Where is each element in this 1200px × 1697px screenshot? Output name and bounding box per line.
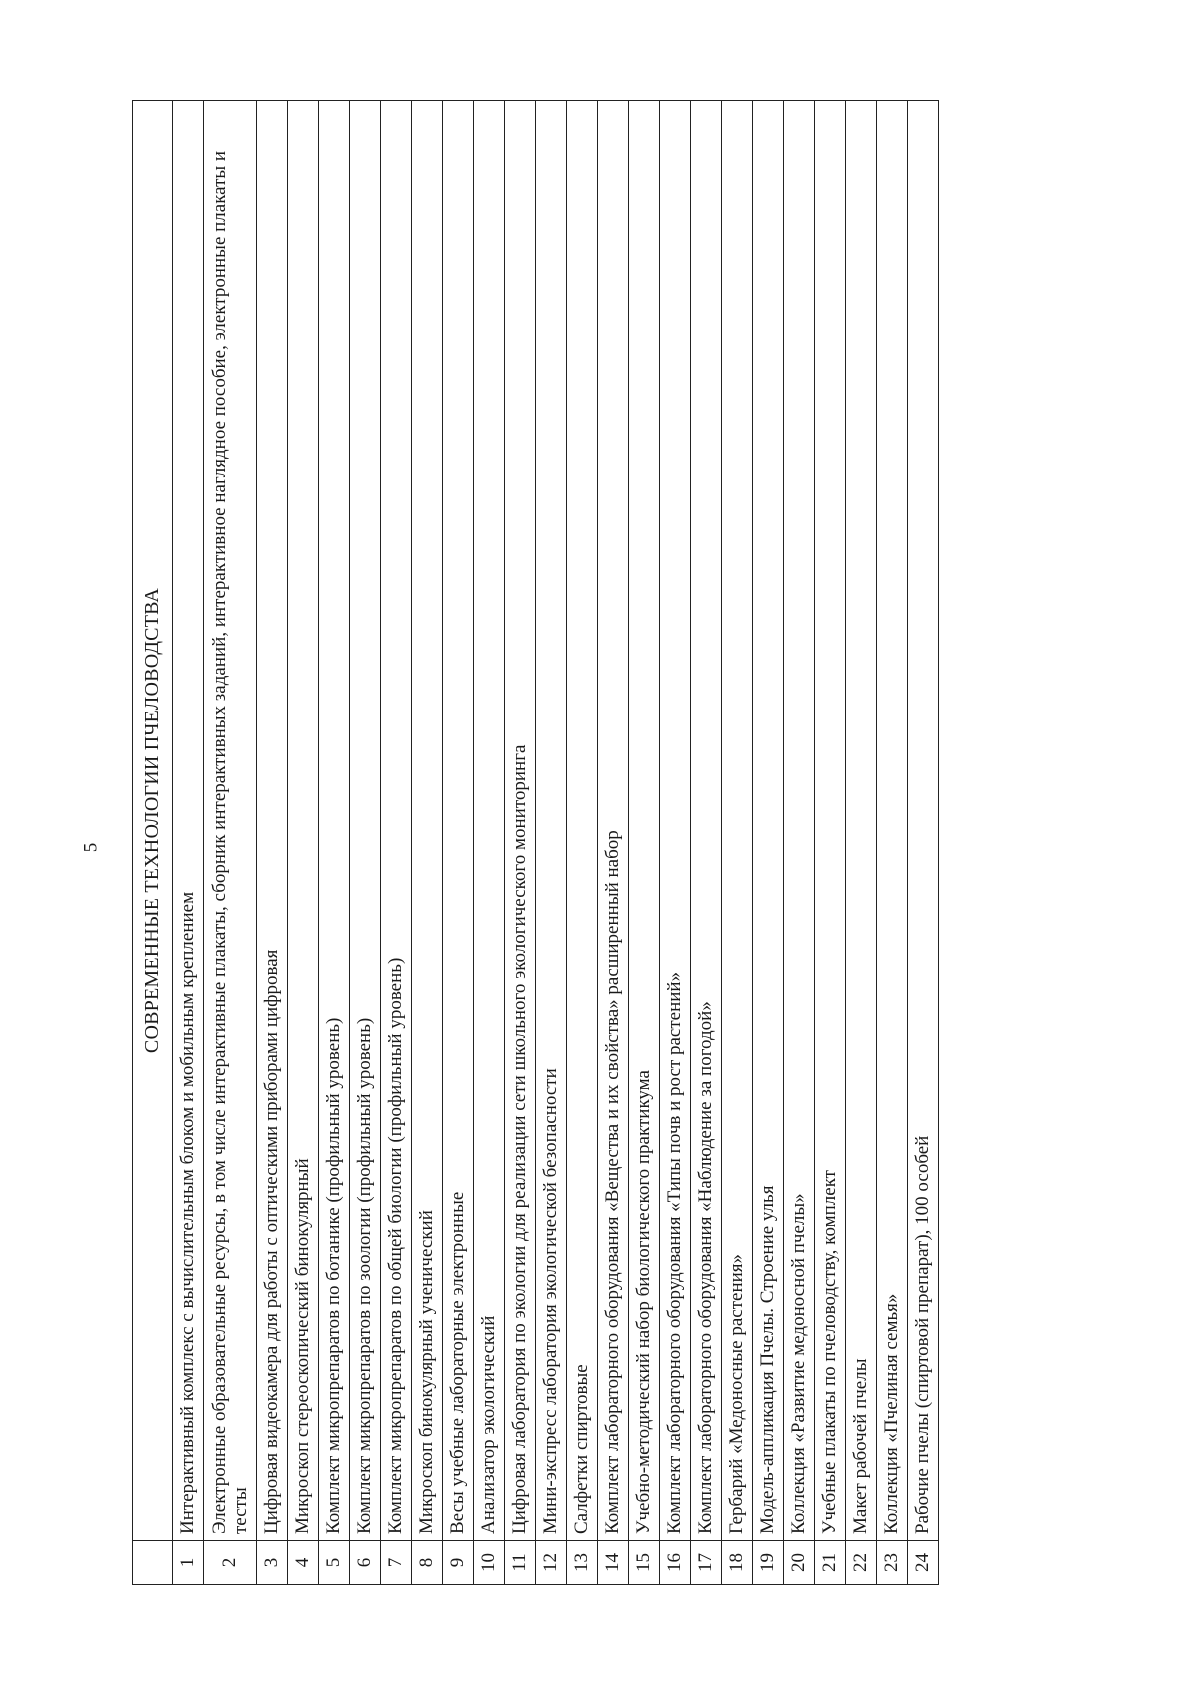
row-item-name: Рабочие пчелы (спиртовой препарат), 100 особей (908, 101, 939, 1541)
row-number: 4 (288, 1541, 319, 1585)
row-number: 2 (204, 1541, 257, 1585)
table-row (381, 101, 412, 1585)
equipment-table-container (132, 100, 1132, 1585)
table-row (908, 101, 939, 1585)
table-row (505, 101, 536, 1585)
row-number: 5 (319, 1541, 350, 1585)
table-row (350, 101, 381, 1585)
row-item-name: Интерактивный комплекс с вычислительным блоком и мобильным креплением (173, 101, 204, 1541)
row-number: 7 (381, 1541, 412, 1585)
table-row (722, 101, 753, 1585)
table-row (629, 101, 660, 1585)
row-number: 21 (815, 1541, 846, 1585)
row-number: 11 (505, 1541, 536, 1585)
table-row (691, 101, 722, 1585)
row-item-name: Салфетки спиртовые (567, 101, 598, 1541)
page-number: 5 (80, 842, 102, 853)
table-row (257, 101, 288, 1585)
row-item-name: Мини-экспресс лаборатория экологической безопасности (536, 101, 567, 1541)
row-number: 17 (691, 1541, 722, 1585)
row-item-name: Комплект лабораторного оборудования «Вещества и их свойства» расширенный набор (598, 101, 629, 1541)
row-number: 22 (846, 1541, 877, 1585)
row-item-name: Гербарий «Медоносные растения» (722, 101, 753, 1541)
row-item-name: Коллекция «Развитие медоносной пчелы» (784, 101, 815, 1541)
row-number: 3 (257, 1541, 288, 1585)
row-item-name: Макет рабочей пчелы (846, 101, 877, 1541)
row-number: 6 (350, 1541, 381, 1585)
table-row (598, 101, 629, 1585)
rotated-table-frame (132, 100, 1132, 1585)
row-number: 16 (660, 1541, 691, 1585)
row-item-name: Анализатор экологический (474, 101, 505, 1541)
table-row (443, 101, 474, 1585)
table-row (412, 101, 443, 1585)
table-row (877, 101, 908, 1585)
row-item-name: Микроскоп стереоскопический бинокулярный (288, 101, 319, 1541)
equipment-table (132, 100, 939, 1585)
table-heading-num-cell (133, 1541, 173, 1585)
row-item-name: Учебные плакаты по пчеловодству, комплект (815, 101, 846, 1541)
row-item-name: Электронные образовательные ресурсы, в том числе интерактивные плакаты, сборник интерактивных заданий, интерактивное наглядное пособие, электронные плакаты и тесты (204, 101, 257, 1541)
row-item-name: Учебно-методический набор биологического практикума (629, 101, 660, 1541)
row-item-name: Комплект лабораторного оборудования «Наблюдение за погодой» (691, 101, 722, 1541)
row-number: 14 (598, 1541, 629, 1585)
row-item-name: Комплект микропрепаратов по зоологии (профильный уровень) (350, 101, 381, 1541)
table-row (815, 101, 846, 1585)
table-row (474, 101, 505, 1585)
table-row (753, 101, 784, 1585)
table-heading-row (133, 101, 173, 1585)
table-row (288, 101, 319, 1585)
row-number: 20 (784, 1541, 815, 1585)
row-number: 13 (567, 1541, 598, 1585)
table-row (536, 101, 567, 1585)
row-number: 24 (908, 1541, 939, 1585)
row-item-name: Весы учебные лабораторные электронные (443, 101, 474, 1541)
table-row (204, 101, 257, 1585)
row-number: 9 (443, 1541, 474, 1585)
row-item-name: Комплект микропрепаратов по ботанике (профильный уровень) (319, 101, 350, 1541)
table-row (784, 101, 815, 1585)
table-row (319, 101, 350, 1585)
row-item-name: Микроскоп бинокулярный ученический (412, 101, 443, 1541)
row-number: 18 (722, 1541, 753, 1585)
row-number: 23 (877, 1541, 908, 1585)
row-item-name: Модель-аппликация Пчелы. Строение улья (753, 101, 784, 1541)
row-item-name: Цифровая видеокамера для работы с оптическими приборами цифровая (257, 101, 288, 1541)
row-number: 1 (173, 1541, 204, 1585)
table-row (567, 101, 598, 1585)
row-number: 8 (412, 1541, 443, 1585)
row-item-name: Комплект лабораторного оборудования «Типы почв и рост растений» (660, 101, 691, 1541)
row-number: 10 (474, 1541, 505, 1585)
row-number: 15 (629, 1541, 660, 1585)
row-item-name: Комплект микропрепаратов по общей биологии (профильный уровень) (381, 101, 412, 1541)
row-number: 12 (536, 1541, 567, 1585)
table-row (173, 101, 204, 1585)
table-row (846, 101, 877, 1585)
table-body (173, 101, 939, 1585)
row-number: 19 (753, 1541, 784, 1585)
table-heading: СОВРЕМЕННЫЕ ТЕХНОЛОГИИ ПЧЕЛОВОДСТВА (133, 101, 173, 1541)
row-item-name: Коллекция «Пчелиная семья» (877, 101, 908, 1541)
table-row (660, 101, 691, 1585)
row-item-name: Цифровая лаборатория по экологии для реализации сети школьного экологического мониторинга (505, 101, 536, 1541)
